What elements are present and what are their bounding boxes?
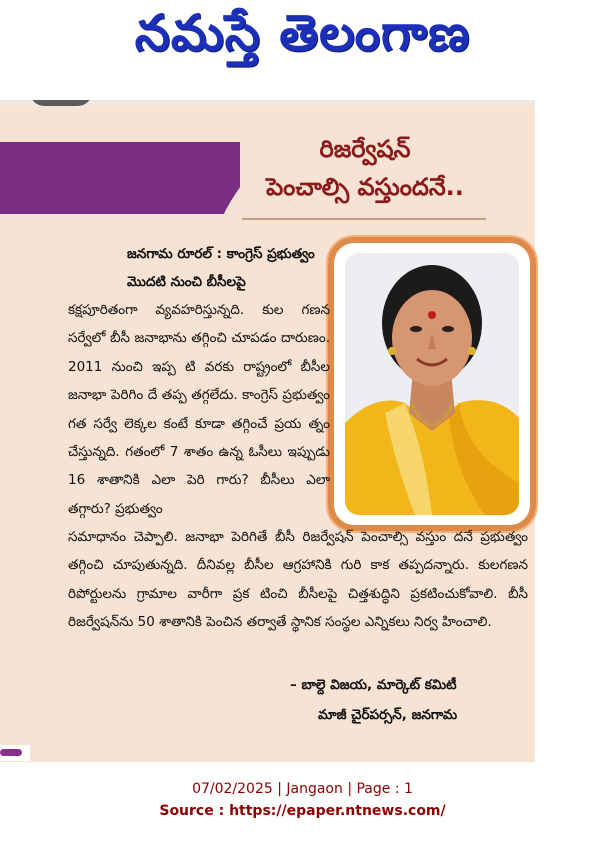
portrait-photo bbox=[345, 253, 519, 515]
article-paragraph-1: కక్షపూరితంగా వ్యవహరిస్తున్నది. కుల గణన సర్వేలో బీసీ జనాభాను తగ్గించి చూపడం దారుణం. 2011 నుంచి ఇప్ప టి వరకు రాష్ట్రంలో బీసీల జనాభా పెరిగిం దే తప్ప తగ్గలేదు. కాంగ్రెస్ ప్రభుత్వం గత సర్వే లెక్కల కంటే కూడా తగ్గించే ప్రయ త్నం చేస్తున్నది. గతంలో 7 శాతం ఉన్న ఓసీలు ఇప్పుడు 16 శాతానికి ఎలా పెరి గారు? బీసీలు ఎలా తగ్గారు? ప్రభుత్వం bbox=[68, 302, 330, 517]
page-footer bbox=[0, 778, 605, 822]
byline-name: – బాల్దె విజయ, మార్కెట్ కమిటీ bbox=[290, 677, 457, 693]
masthead bbox=[0, 0, 605, 78]
purple-band bbox=[0, 142, 240, 214]
article-lead: జనగామ రూరల్ : కాంగ్రెస్ ప్రభుత్వం మొదటి నుంచి బీసీలపై bbox=[127, 246, 315, 291]
newspaper-logo: నమస్తే తెలంగాణ bbox=[134, 3, 471, 62]
decorative-shape bbox=[30, 100, 92, 106]
headline-line-2: పెంచాల్సి వస్తుందనే.. bbox=[266, 173, 464, 201]
byline-title: మాజీ చైర్‌పర్సన్, జనగామ bbox=[318, 707, 458, 723]
headline-rule bbox=[242, 218, 486, 220]
corner-decoration bbox=[0, 745, 30, 761]
edition-info: 07/02/2025 | Jangaon | Page : 1 bbox=[192, 781, 413, 797]
source-link[interactable]: Source : https://epaper.ntnews.com/ bbox=[159, 803, 446, 819]
article-paragraph-2: సమాధానం చెప్పాలి. జనాభా పెరిగితే బీసీ రిజర్వేషన్ పెంచాల్సి వస్తుం దనే ప్రభుత్వం తగ్గించి చూపుతున్నది. దీనివల్ల బీసీల ఆగ్రహానికి గురి కాక తప్పదన్నారు. కులగణన రిపోర్టులను గ్రామాల వారీగా ప్రక టించి బీసీలపై చిత్తశుద్ధిని ప్రకటించుకోవాలి. బీసీ రిజర్వేషన్‌ను 50 శాతానికి పెంచిన తర్వాతే స్థానిక సంస్థల ఎన్నికలు నిర్వ హించాలి. bbox=[68, 529, 528, 631]
headline-line-1: రిజర్వేషన్ bbox=[319, 135, 411, 163]
article-headline bbox=[240, 130, 490, 206]
woman-portrait-icon bbox=[345, 253, 519, 515]
